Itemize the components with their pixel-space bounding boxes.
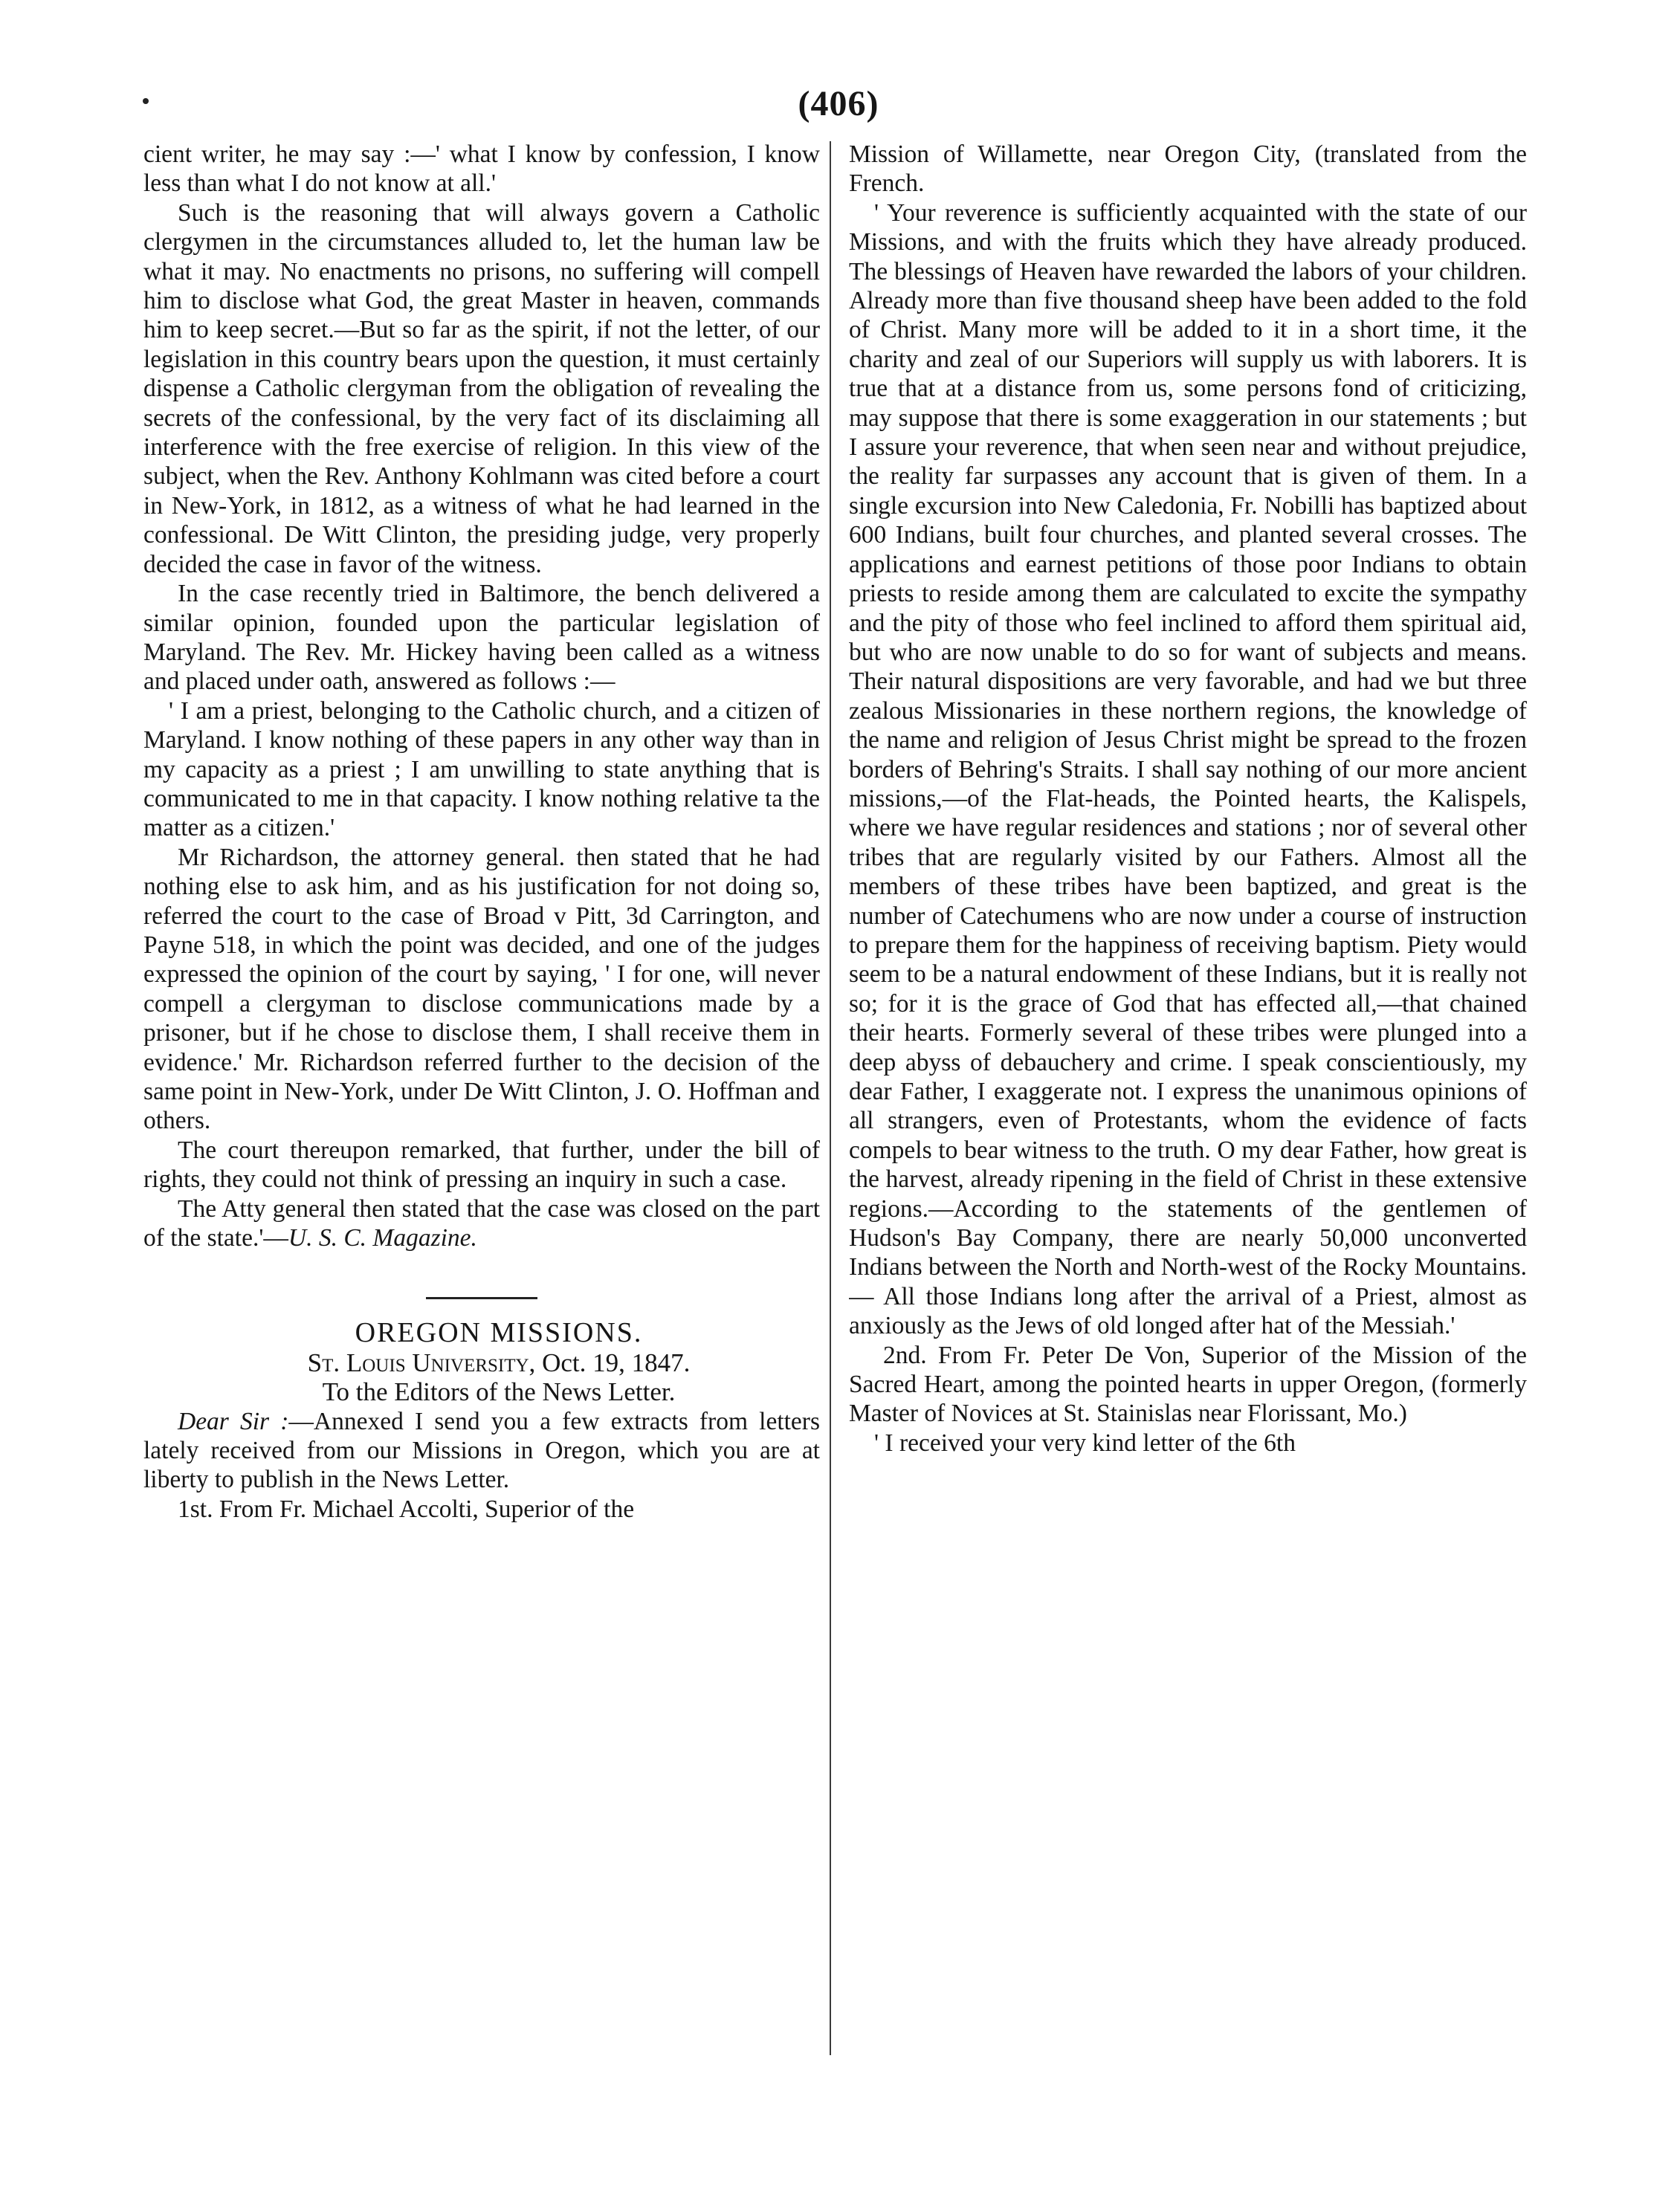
paragraph: cient writer, he may say :—' what I know by confession, I know less than what I do not know at all.' [143, 140, 820, 198]
paragraph: Mission of Willamette, near Oregon City, (translated from the French. [849, 140, 1527, 198]
paragraph-text: —Annexed I send you a few extracts from letters lately received from our Missions in Oregon, which you are at liberty to publish in the News Letter. [143, 1407, 820, 1494]
quoted-testimony: ' I am a priest, belonging to the Catholic church, and a citizen of Maryland. I know nothing of these papers in any other way than in my capacity as a priest ; I am unwilling to state anything that is communicated to me in that capacity. I know nothing relative ta the matter as a citizen.' [143, 696, 820, 842]
paragraph: The court thereupon remarked, that further, under the bill of rights, they could not think of pressing an inquiry in such a case. [143, 1136, 820, 1194]
dateline [143, 1348, 820, 1377]
paragraph: In the case recently tried in Baltimore, the bench delivered a similar opinion, founded upon the particular legislation of Maryland. The Rev. Mr. Hickey having been called as a witness and placed under oath, answered as follows :— [143, 580, 820, 696]
paragraph: Mr Richardson, the attorney general. then stated that he had nothing else to ask him, and as his justification for not doing so, referred the court to the case of Broad v Pitt, 3d Carrington, and Payne 518, in which the point was decided, and one of the judges expressed the opinion of the court by saying, ' I for one, will never compell a clergyman to disclose communications made by a prisoner, but if he chose to disclose them, I shall receive them in evidence.' Mr. Richardson referred further to the decision of the same point in New-York, under De Witt Clinton, J. O. Hoffman and others. [143, 843, 820, 1135]
dateline-place: St. Louis University, [307, 1348, 536, 1377]
paragraph: 1st. From Fr. Michael Accolti, Superior of the [178, 1495, 635, 1523]
section-divider [426, 1297, 537, 1299]
section-heading: OREGON MISSIONS. [355, 1317, 643, 1349]
paragraph [143, 1407, 820, 1495]
print-dot-mark [143, 98, 149, 104]
paragraph: 2nd. From Fr. Peter De Von, Superior of the Mission of the Sacred Heart, among the pointed hearts in upper Oregon, (formerly Master of Novices at St. Stainislas near Florissant, Mo.) [849, 1341, 1527, 1428]
quoted-letter: ' I received your very kind letter of the 6th [874, 1429, 1296, 1457]
right-column [849, 140, 1527, 2087]
source-citation: U. S. C. Magazine. [288, 1224, 477, 1252]
column-divider [830, 141, 831, 2055]
left-column [143, 140, 820, 2087]
dateline-date: Oct. 19, 1847. [542, 1348, 691, 1377]
paragraph [143, 1194, 820, 1253]
paragraph-text: The Atty general then stated that the case was closed on the part of the state.'— [143, 1194, 820, 1252]
paragraph: Such is the reasoning that will always govern a Catholic clergymen in the circumstances alluded to, let the human law be what it may. No enactments no prisons, no suffering will compell him to disclose what God, the great Master in heaven, commands him to keep secret.—But so far as the spirit, if not the letter, of our legislation in this country bears upon the question, it must certainly dispense a Catholic clergyman from the obligation of revealing the secrets of the confessional, by the very fact of its disclaiming all interference with the free exercise of religion. In this view of the subject, when the Rev. Anthony Kohlmann was cited before a court in New-York, in 1812, as a witness of what he had learned in the confessional. De Witt Clinton, the presiding judge, very properly decided the case in favor of the witness. [143, 198, 820, 578]
salutation: Dear Sir : [178, 1407, 289, 1435]
page-number: (406) [798, 84, 879, 123]
addressee: To the Editors of the News Letter. [322, 1377, 676, 1407]
quoted-letter: ' Your reverence is sufficiently acquainted with the state of our Missions, and with the fruits which they have already produced. The blessings of Heaven have rewarded the labors of your children. Already more than five thousand sheep have been added to the fold of Christ. Many more will be added to it in a short time, it the charity and zeal of our Superiors will supply us with laborers. It is true that at a distance from us, some persons fond of criticizing, may suppose that there is some exaggeration in our statements ; but I assure your reverence, that when seen near and without prejudice, the reality far surpasses any account that is given of them. In a single excursion into New Caledonia, Fr. Nobilli has baptized about 600 Indians, built four churches, and planted several crosses. The applications and earnest petitions of those poor Indians to obtain priests to reside among them are calculated to excite the sympathy and the pity of those who feel inclined to afford them spiritual aid, but who are now unable to do so for want of subjects and means. Their natural dispositions are very favorable, and had we but three zealous Missionaries in these northern regions, the knowledge of the name and religion of Jesus Christ might be spread to the frozen borders of Behring's Straits. I shall say nothing of our more ancient missions,—of the Flat-heads, the Pointed hearts, the Kalispels, where we have regular residences and stations ; nor of several other tribes that are regularly visited by our Fathers. Almost all the members of these tribes have been baptized, and great is the number of Catechumens who are now under a course of instruction to prepare them for the happiness of receiving baptism. Piety would seem to be a natural endowment of these Indians, but it is really not so; for it is the grace of God that has effected all,—that chained their hearts. Formerly several of these tribes were plunged into a deep abyss of debauchery and crime. I speak conscientiously, my dear Father, I exaggerate not. I express the unanimous opinions of all strangers, even of Protestants, whom the evidence of facts compels to bear witness to the truth. O my dear Father, how great is the harvest, already ripening in the field of Christ in these extensive regions.—According to the statements of the gentlemen of Hudson's Bay Company, there are nearly 50,000 unconverted Indians between the North and North-west of the Rocky Mountains.— All those Indians long after the arrival of a Priest, almost as anxiously as the Jews of old longed after hat of the Messiah.' [849, 198, 1527, 1340]
